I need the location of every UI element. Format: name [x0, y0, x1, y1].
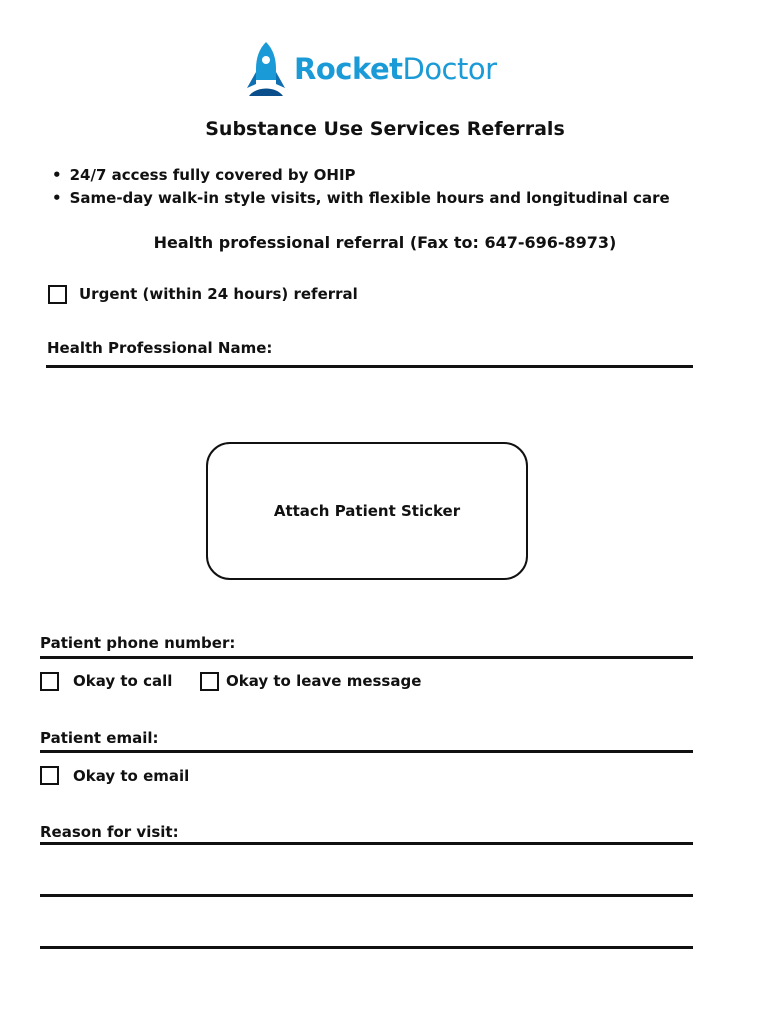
- page-title: Substance Use Services Referrals: [205, 118, 565, 140]
- health-professional-label: Health Professional Name:: [47, 339, 273, 357]
- okay-to-email-checkbox[interactable]: [40, 766, 59, 785]
- reason-for-visit-field-line-3[interactable]: [40, 946, 693, 949]
- patient-sticker-label: Attach Patient Sticker: [273, 502, 461, 520]
- patient-email-label: Patient email:: [40, 729, 159, 747]
- patient-phone-field[interactable]: [40, 656, 693, 659]
- brand-name: [294, 52, 497, 86]
- patient-email-field[interactable]: [40, 750, 693, 753]
- okay-to-call-label: Okay to call: [73, 672, 173, 690]
- patient-sticker-box: [206, 442, 528, 580]
- patient-phone-label: Patient phone number:: [40, 634, 236, 652]
- feature-item: • Same-day walk-in style visits, with flexible hours and longitudinal care: [52, 187, 670, 210]
- reason-for-visit-field-line-2[interactable]: [40, 894, 693, 897]
- okay-to-leave-message-checkbox[interactable]: [200, 672, 219, 691]
- feature-item: • 24/7 access fully covered by OHIP: [52, 164, 670, 187]
- reason-for-visit-field-line-1[interactable]: [40, 842, 693, 845]
- feature-list: [52, 164, 670, 210]
- brand-part-2: Doctor: [402, 52, 497, 86]
- reason-for-visit-label: Reason for visit:: [40, 823, 179, 841]
- rocket-icon: [246, 42, 286, 96]
- okay-to-leave-message-label: Okay to leave message: [226, 672, 422, 690]
- okay-to-call-checkbox[interactable]: [40, 672, 59, 691]
- referral-subtitle: Health professional referral (Fax to: 647-696-8973): [153, 233, 617, 252]
- logo: [246, 42, 497, 96]
- urgent-label: Urgent (within 24 hours) referral: [79, 285, 358, 303]
- okay-to-email-label: Okay to email: [73, 767, 190, 785]
- health-professional-field[interactable]: [46, 365, 693, 368]
- urgent-checkbox[interactable]: [48, 285, 67, 304]
- brand-part-1: Rocket: [294, 52, 403, 86]
